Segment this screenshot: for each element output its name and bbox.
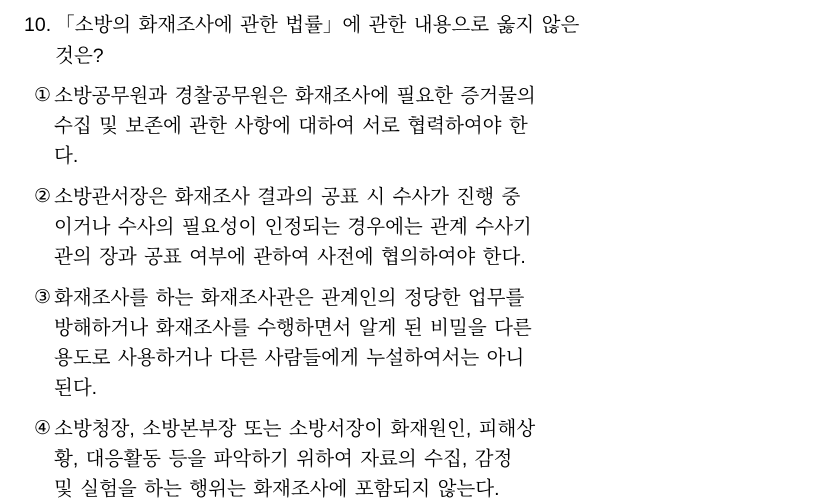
- choice-line: 된다.: [54, 377, 98, 399]
- choice-item-2[interactable]: [18, 182, 808, 272]
- choice-item-3[interactable]: [18, 283, 808, 403]
- choice-line: 이거나 수사의 필요성이 인정되는 경우에는 관계 수사기: [54, 216, 532, 238]
- choice-list: [18, 81, 808, 504]
- choice-line: 소방공무원과 경찰공무원은 화재조사에 필요한 증거물의: [54, 85, 536, 107]
- choice-text-3: [54, 283, 808, 403]
- choice-line: 소방청장, 소방본부장 또는 소방서장이 화재원인, 피해상: [54, 418, 536, 440]
- choice-text-2: [54, 182, 808, 272]
- choice-text-4: [54, 414, 808, 504]
- choice-line: 수집 및 보존에 관한 사항에 대하여 서로 협력하여야 한: [54, 115, 528, 137]
- choice-marker-3: ③: [34, 287, 52, 308]
- choice-line: 및 실험을 하는 행위는 화재조사에 포함되지 않는다.: [54, 478, 500, 500]
- choice-marker-4: ④: [34, 418, 52, 439]
- choice-line: 소방관서장은 화재조사 결과의 공표 시 수사가 진행 중: [54, 186, 521, 208]
- choice-marker-2: ②: [34, 186, 52, 207]
- choice-line: 관의 장과 공표 여부에 관하여 사전에 협의하여야 한다.: [54, 246, 526, 268]
- choice-line: 용도로 사용하거나 다른 사람들에게 누설하여서는 아니: [54, 347, 525, 369]
- choice-line: 황, 대응활동 등을 파악하기 위하여 자료의 수집, 감정: [54, 448, 513, 470]
- choice-item-1[interactable]: [18, 81, 808, 171]
- choice-text-1: [54, 81, 808, 171]
- question-number: 10.: [24, 14, 52, 36]
- choice-marker-1: ①: [34, 85, 52, 106]
- question-block: [18, 10, 808, 72]
- choice-line: 방해하거나 화재조사를 수행하면서 알게 된 비밀을 다른: [54, 317, 532, 339]
- choice-item-4[interactable]: [18, 414, 808, 504]
- question-line: 「소방의 화재조사에 관한 법률」에 관한 내용으로 옳지 않은: [55, 14, 580, 36]
- question-line: 것은?: [55, 45, 104, 67]
- choice-line: 다.: [54, 145, 79, 167]
- question-text: [55, 10, 808, 72]
- choice-line: 화재조사를 하는 화재조사관은 관계인의 정당한 업무를: [54, 287, 525, 309]
